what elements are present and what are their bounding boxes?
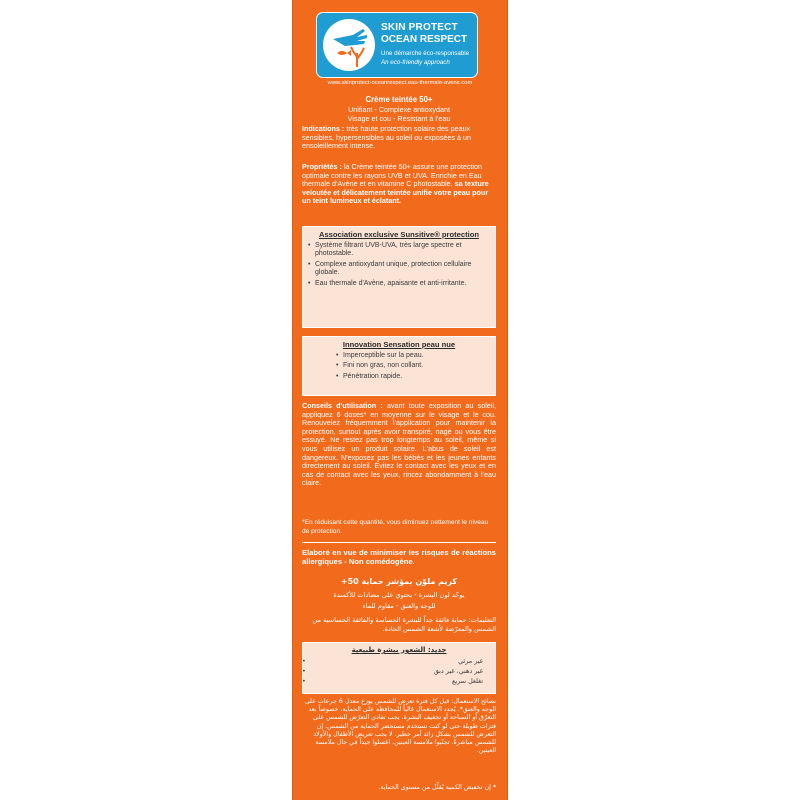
- association-list: [303, 242, 495, 288]
- arabic-box-title: جديد: الشعور ببشرة طبيعية: [351, 646, 447, 654]
- divider: [302, 542, 496, 543]
- proprietes-label: Propriétés :: [302, 162, 342, 171]
- product-box-panel: [292, 0, 508, 800]
- proprietes-bold-text: sa texture veloutée et délicatement teintée unifie votre peau pour un teint lumineux et éclatant.: [302, 179, 489, 206]
- product-name: Crème teintée 50+: [365, 95, 433, 104]
- list-item: • Complexe antioxydant unique, protection cellulaire globale.: [315, 261, 489, 278]
- logo-title-1: SKIN PROTECT: [381, 22, 458, 33]
- indications-label: Indications :: [302, 124, 345, 133]
- hand-fish-coral-icon: [323, 19, 375, 71]
- association-title: Association exclusive Sunsitive® protection: [318, 230, 480, 239]
- list-item: • غير مرئي: [309, 657, 483, 665]
- list-item: • Fini non gras, non collant.: [343, 362, 489, 370]
- arabic-product-name: كريم ملوّن بمؤشر حماية 50+: [340, 577, 458, 586]
- product-line-1: Unifiant - Complexe antioxydant: [348, 105, 450, 114]
- indications-paragraph: [302, 125, 496, 151]
- logo-title-2: OCEAN RESPECT: [381, 34, 468, 45]
- skin-protect-logo-box: [316, 12, 478, 78]
- list-item: • غير دهني، غير دبق: [309, 667, 483, 675]
- list-item: • Pénétration rapide.: [343, 373, 489, 381]
- list-item: • Imperceptible sur la peau.: [343, 352, 489, 360]
- conseils-text: avant toute exposition au soleil, appliquez 6 doses* en moyenne sur le visage et le cou. Renouvelez fréquemment l'application pour maintenir la protection, surtout après avoir transpiré, nagé ou vous être essuyé. Ne restez pas trop longtemps au soleil, même si vous utilisez un produit solaire. L'abus de soleil est dangereux. N'exposez pas les bébés et les jeunes enfants directement au soleil. Évitez le contact avec les yeux et en cas de contact avec les yeux, rincez abondamment à l'eau claire.: [302, 401, 496, 488]
- innovation-list: [303, 352, 495, 381]
- arabic-indications: التعليمات: حماية فائقة جداً للبشرة الحساسة والفائقة الحساسية من الشمس والمعرّضة لأشعة الشمس الحادة.: [312, 616, 496, 633]
- innovation-box: [302, 336, 496, 396]
- conseils-paragraph: [302, 402, 496, 488]
- list-item: • Système filtrant UVB-UVA, très large spectre et photostable.: [315, 242, 489, 259]
- arabic-box: [302, 642, 496, 694]
- website-url: www.skinprotect-oceanrespect.eau-thermale-avene.com: [327, 80, 473, 86]
- list-item: • Eau thermale d'Avène, apaisante et anti-irritante.: [315, 280, 489, 288]
- conseils-footnote: *En réduisant cette quantité, vous diminuez nettement le niveau de protection.: [302, 519, 489, 535]
- allergy-statement: Elaboré en vue de minimiser les risques de réactions allergiques - Non comédogène.: [302, 548, 496, 566]
- arabic-footnote: * إن تخفيض الكمية يُقلّل من مستوى الحماية.: [378, 784, 496, 791]
- logo-subtitle-en: An eco-friendly approach: [381, 59, 450, 66]
- arabic-box-list: [303, 657, 495, 685]
- arabic-line-2: للوجه والعنق - مقاوم للماء: [362, 602, 436, 610]
- innovation-title: Innovation Sensation peau nue: [342, 340, 456, 349]
- product-line-2: Visage et cou - Résistant à l'eau: [347, 114, 451, 123]
- arabic-line-1: يوحّد لون البشرة - يحتوي على مضادات للأكسدة: [333, 591, 465, 599]
- logo-subtitle-fr: Une démarche éco-responsable: [381, 50, 470, 57]
- conseils-label: Conseils d'utilisation :: [302, 401, 383, 410]
- indications-text: très haute protection solaire des peaux sensibles, hypersensibles au soleil ou exposées à un ensoleillement intense.: [302, 124, 472, 151]
- arabic-usage: نصائح الاستعمال: قبل كل فترة تعرض للشمس يوزع معدل 6 جرعات على الوجه والعنق*. يُجدد الاستعمال غالباً للمحافظة على الحماية، خصوصاً بعد التعرّق أو السباحة أو تجفيف البشرة. يجب تفادي التعرّض للشمس على فترات طويلة حتى لو كنت تستخدم مستحضر الحماية من الشمس. إن التعرض للشمس بشكل زائد أمر خطير. لا يجب تعريض الأطفال والأولاد للشمس مباشرةً. تجنّبوا ملامسة العينين. اغسلوا جيداً في حال ملامسة العينين.: [304, 698, 496, 755]
- proprietes-paragraph: [302, 163, 496, 206]
- proprietes-text: la Crème teintée 50+ assure une protection optimale contre les rayons UVB et UVA. Enrichie en Eau thermale d'Avène et en vitamine C photostable,: [302, 162, 482, 189]
- list-item: • تغلغل سريع: [309, 677, 483, 685]
- association-box: [302, 226, 496, 328]
